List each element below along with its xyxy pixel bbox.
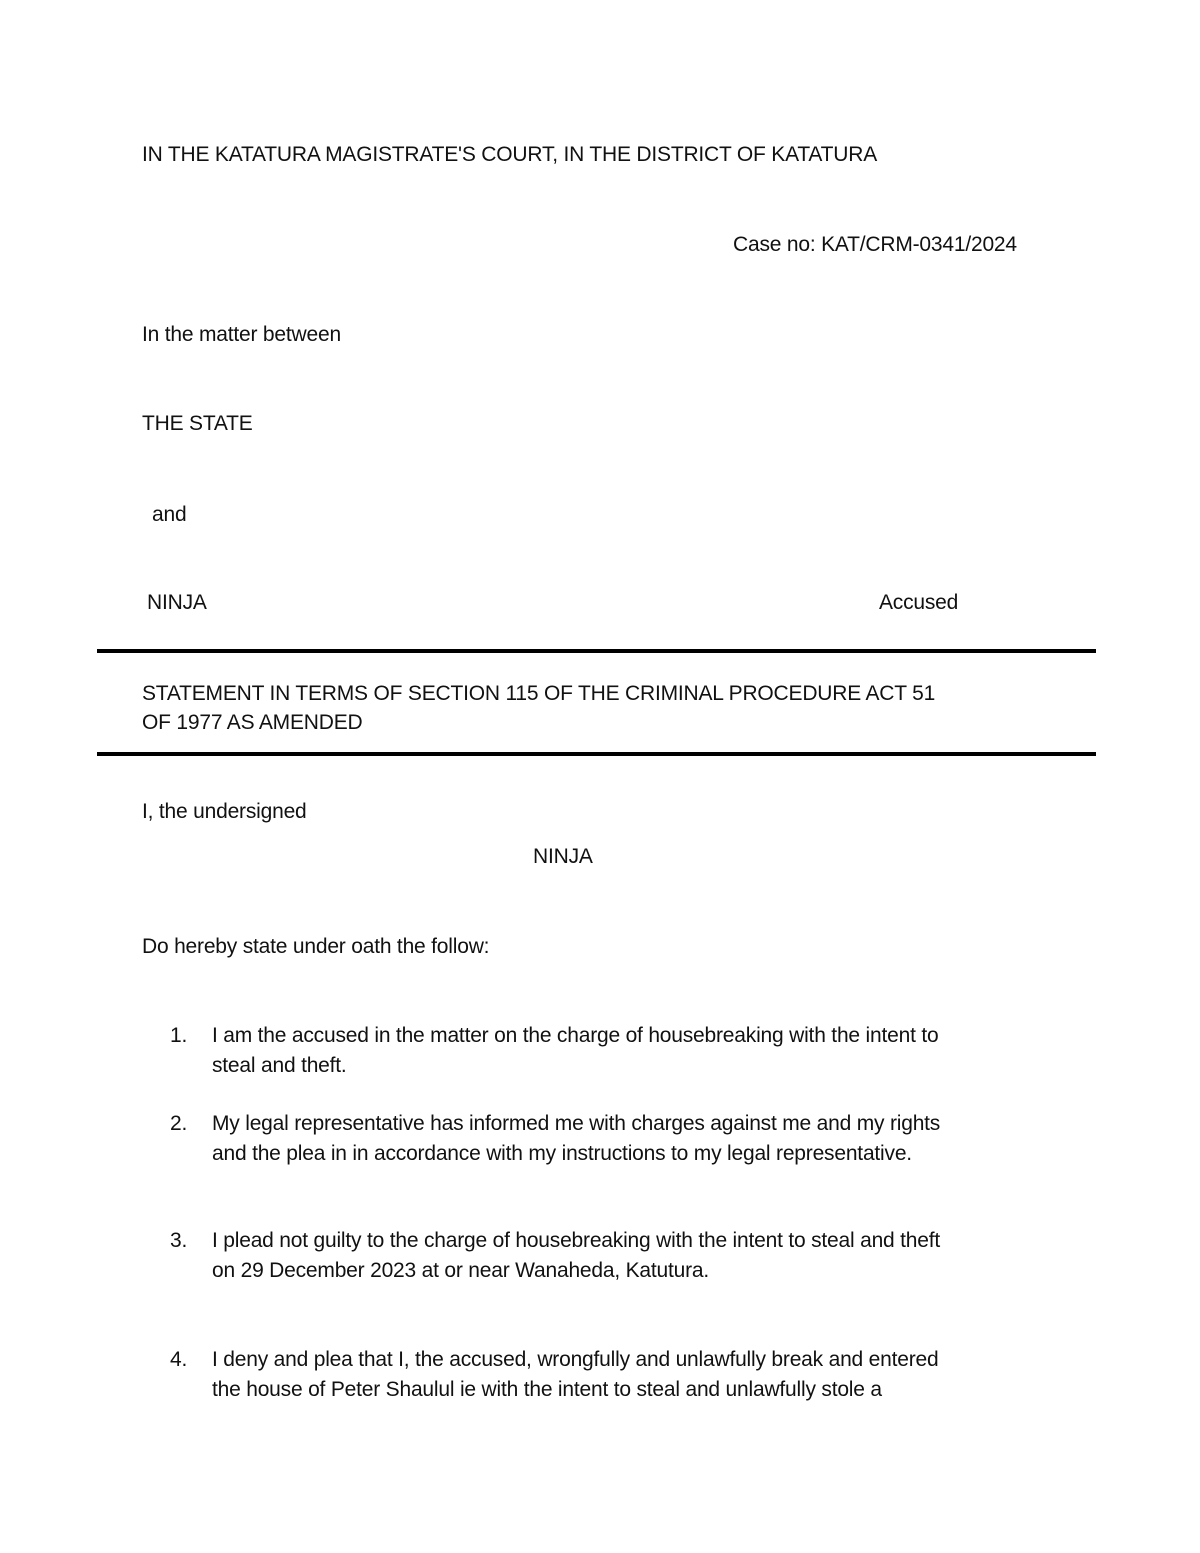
top-divider [97, 649, 1096, 653]
matter-between-label: In the matter between [142, 323, 341, 346]
party-the-state: THE STATE [142, 412, 253, 435]
case-number: Case no: KAT/CRM-0341/2024 [733, 233, 1017, 256]
item-text [212, 1109, 940, 1169]
statement-title-line-1: STATEMENT IN TERMS OF SECTION 115 OF THE CRIMINAL PROCEDURE ACT 51 [142, 682, 936, 705]
item-line: steal and theft. [212, 1054, 347, 1077]
undersigned-label: I, the undersigned [142, 800, 307, 823]
undersigned-name: NINJA [533, 845, 593, 868]
item-line: and the plea in in accordance with my instructions to my legal representative. [212, 1142, 912, 1165]
item-line: I am the accused in the matter on the charge of housebreaking with the intent to [212, 1024, 939, 1047]
court-heading: IN THE KATATURA MAGISTRATE'S COURT, IN THE DISTRICT OF KATATURA [142, 143, 878, 166]
item-number: 3. [170, 1229, 188, 1252]
item-line: the house of Peter Shaulul ie with the intent to steal and unlawfully stole a [212, 1378, 882, 1401]
and-label: and [152, 503, 187, 526]
item-line: My legal representative has informed me with charges against me and my rights [212, 1112, 941, 1135]
item-number: 2. [170, 1112, 188, 1135]
accused-role-label: Accused [879, 591, 959, 614]
accused-name: NINJA [147, 591, 207, 614]
item-text [212, 1226, 940, 1286]
oath-intro: Do hereby state under oath the follow: [142, 935, 490, 958]
bottom-divider [97, 752, 1096, 756]
item-number: 1. [170, 1024, 188, 1047]
item-line: on 29 December 2023 at or near Wanaheda, Katutura. [212, 1259, 710, 1282]
item-line: I deny and plea that I, the accused, wrongfully and unlawfully break and entered [212, 1348, 939, 1371]
statement-title-line-2: OF 1977 AS AMENDED [142, 711, 363, 734]
item-line: I plead not guilty to the charge of housebreaking with the intent to steal and theft [212, 1229, 941, 1252]
item-text [212, 1345, 939, 1405]
item-text [212, 1021, 938, 1081]
item-number: 4. [170, 1348, 188, 1371]
